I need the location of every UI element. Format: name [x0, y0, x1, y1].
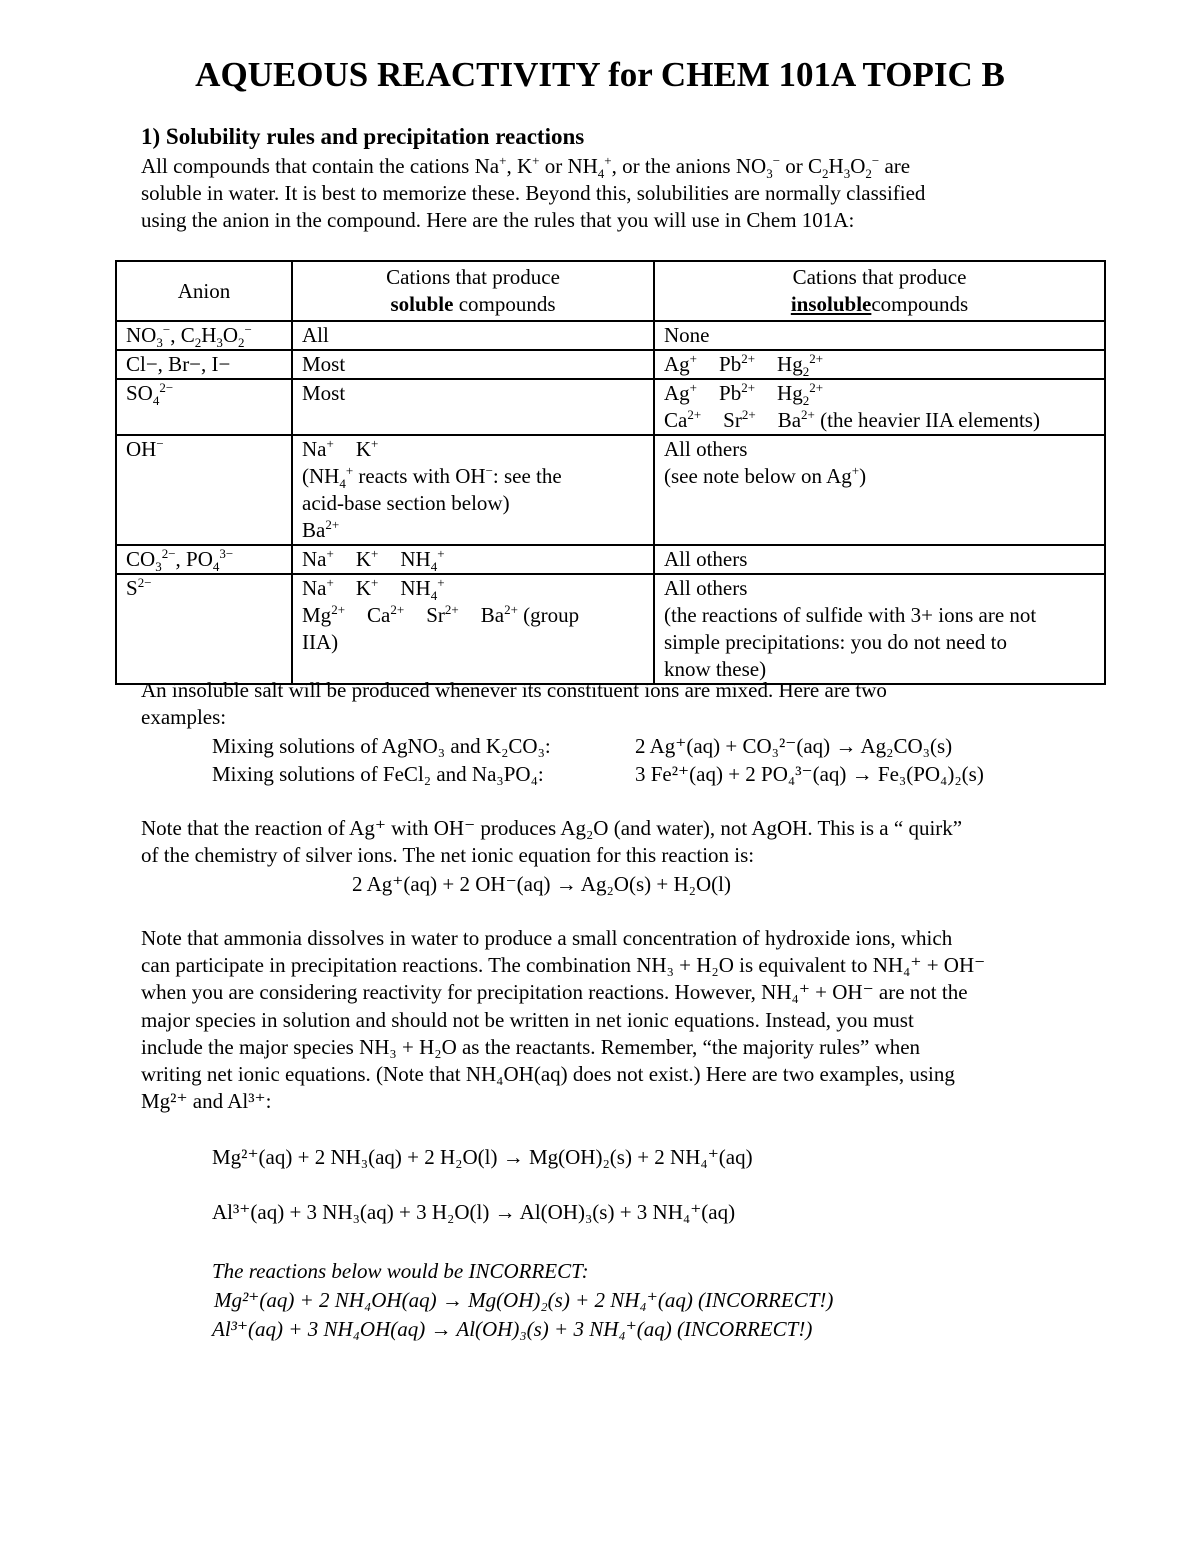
table-row: [116, 574, 1105, 684]
table-row: [116, 379, 1105, 435]
ammonia-note-line-7: Mg²⁺ and Al³⁺:: [141, 1089, 272, 1113]
insoluble-note-line-1: An insoluble salt will be produced whenever its constituent ions are mixed. Here are two: [141, 678, 887, 702]
anion-cell: $S^{2-}$: [116, 574, 292, 684]
soluble-cell: Na+ K+ $NH_4^+$: [292, 545, 654, 574]
soluble-cell: Na+ K+ $NH_4^+$ $Mg^{2+}$ $Ca^{2+}$ $Sr^{2+}$ $Ba^{2+}$ (group IIA): [292, 574, 654, 684]
example-1-equation: 2 Ag⁺(aq) + CO₃²⁻(aq) → Ag₂CO₃(s): [635, 734, 953, 758]
anion-cell: $CO_3^{2-}$, $PO_4^{3-}$: [116, 545, 292, 574]
incorrect-mg-equation: Mg²⁺(aq) + 2 NH₄OH(aq) → Mg(OH)₂(s) + 2 NH₄⁺(aq) (INCORRECT!): [214, 1288, 834, 1312]
header-insoluble: Cations that produce insolublecompounds: [654, 261, 1105, 321]
table-row: [116, 350, 1105, 379]
example-2-label: Mixing solutions of FeCl₂ and Na₃PO₄:: [212, 762, 544, 786]
page-title: AQUEOUS REACTIVITY for CHEM 101A TOPIC B: [195, 55, 1005, 94]
mg-equation: Mg²⁺(aq) + 2 NH₃(aq) + 2 H₂O(l) → Mg(OH)₂(s) + 2 NH₄⁺(aq): [212, 1145, 753, 1169]
table-row: [116, 321, 1105, 350]
insoluble-cell: Ag+ $Pb^{2+}$ $Hg_2^{2+}$ $Ca^{2+}$ $Sr^{2+}$ $Ba^{2+}$ (the heavier IIA elements): [654, 379, 1105, 435]
incorrect-al-equation: Al³⁺(aq) + 3 NH₄OH(aq) → Al(OH)₃(s) + 3 NH₄⁺(aq) (INCORRECT!): [212, 1317, 813, 1341]
ammonia-note-line-6: writing net ionic equations. (Note that NH₄OH(aq) does not exist.) Here are two examples, using: [141, 1062, 955, 1086]
ammonia-note-line-3: when you are considering reactivity for precipitation reactions. However, NH₄⁺ + OH⁻ are not the: [141, 980, 968, 1004]
soluble-cell: Na+ K+ ($NH_4^+$ reacts with OH−: see the acid-base section below) $Ba^{2+}$: [292, 435, 654, 545]
insoluble-cell: All others (see note below on Ag+): [654, 435, 1105, 545]
table-header-row: [116, 261, 1105, 321]
intro-line-1: All compounds that contain the cations Na+, K+ or $NH_4^+$, or the anions $NO_3^-$ or $C_2H_3O_2^-$ are: [141, 153, 911, 181]
anion-cell: $NO_3^-$, $C_2H_3O_2^-$: [116, 321, 292, 350]
ammonia-note-line-5: include the major species NH₃ + H₂O as the reactants. Remember, “the majority rules” when: [141, 1035, 921, 1059]
example-1-label: Mixing solutions of AgNO₃ and K₂CO₃:: [212, 734, 551, 758]
anion-cell: $SO_4^{2-}$: [116, 379, 292, 435]
incorrect-heading: The reactions below would be INCORRECT:: [212, 1259, 589, 1283]
anion-cell: OH−: [116, 435, 292, 545]
soluble-cell: Most: [292, 350, 654, 379]
section-heading: 1) Solubility rules and precipitation reactions: [141, 124, 585, 149]
insoluble-note-line-2: examples:: [141, 705, 227, 729]
intro-line-3: using the anion in the compound. Here are the rules that you will use in Chem 101A:: [141, 208, 855, 232]
silver-note-line-2: of the chemistry of silver ions. The net ionic equation for this reaction is:: [141, 843, 755, 867]
insoluble-cell: None: [654, 321, 1105, 350]
silver-note-line-1: Note that the reaction of Ag⁺ with OH⁻ produces Ag₂O (and water), not AgOH. This is a “ quirk”: [141, 816, 963, 840]
table-row: [116, 545, 1105, 574]
ammonia-note-line-2: can participate in precipitation reactions. The combination NH₃ + H₂O is equivalent to NH₄⁺ + OH⁻: [141, 953, 986, 977]
insoluble-cell: Ag+ $Pb^{2+}$ $Hg_2^{2+}$: [654, 350, 1105, 379]
solubility-table: [115, 260, 1106, 685]
header-anion: Anion: [116, 261, 292, 321]
insoluble-cell: All others: [654, 545, 1105, 574]
ammonia-note-line-4: major species in solution and should not be written in net ionic equations. Instead, you must: [141, 1008, 914, 1032]
header-soluble: Cations that produce soluble compounds: [292, 261, 654, 321]
insoluble-cell: All others (the reactions of sulfide with 3+ ions are not simple precipitations: you do not need to know these): [654, 574, 1105, 684]
intro-paragraph: [141, 153, 1061, 234]
ammonia-note-line-1: Note that ammonia dissolves in water to produce a small concentration of hydroxide ions, which: [141, 926, 953, 950]
example-2-equation: 3 Fe²⁺(aq) + 2 PO₄³⁻(aq) → Fe₃(PO₄)₂(s): [635, 762, 984, 786]
intro-line-2: soluble in water. It is best to memorize these. Beyond this, solubilities are normally classified: [141, 181, 926, 205]
soluble-cell: Most: [292, 379, 654, 435]
silver-equation: 2 Ag⁺(aq) + 2 OH⁻(aq) → Ag₂O(s) + H₂O(l): [352, 872, 731, 896]
anion-cell: Cl−, Br−, I−: [116, 350, 292, 379]
table-row: [116, 435, 1105, 545]
soluble-cell: All: [292, 321, 654, 350]
al-equation: Al³⁺(aq) + 3 NH₃(aq) + 3 H₂O(l) → Al(OH)₃(s) + 3 NH₄⁺(aq): [212, 1200, 736, 1224]
